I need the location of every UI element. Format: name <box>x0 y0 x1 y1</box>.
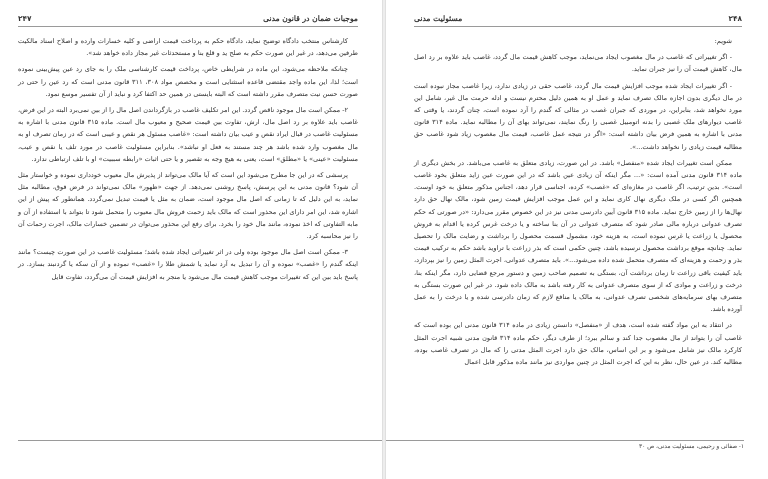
left-paragraph-5: ۳- ممکن است اصل مال موجود بوده ولی در اثر تغییراتی ایجاد شده باشد؛ مسئولیت غاصب در این صورت چیست؟ مانند اینکه گندم را «غصب» نموده و آن را تبدیل به آرد نماید یا شمش طلا را «غصب» نموده و از آن سکه یا گردنبند بسازد. در پاسخ باید بین این که تغییرات موجب کاهش قیمت مال می‌شود یا منجر به افزایش قیمت آن می‌گردد، تفاوت قایل <box>18 248 358 281</box>
left-paragraph-4: پرسشی که در این جا مطرح می‌شود این است که آیا مالک می‌تواند از پذیرش مال معیوب خودداری نموده و خواستار مثل آن شود؟ قانون مدنی به این پرسش، پاسخ روشنی نمی‌دهد. از جهت «ظهور» مالک نمی‌تواند در فرض فوق، مطالبه مثل نماید، به این دلیل که تا زمانی که اصل مال موجود است، ضمان به مثل یا قیمت تبدیل نمی‌گردد. همانطور که پیش از این اشاره شد، این امر دارای این محذور است که مالک باید زحمت فروش مال معیوب را متحمل شود تا بتواند با استفاده از آن و مابه التفاوتی که اخذ نموده، مانند مال خود را بخرد. برای رفع این محذور می‌توان در تضمین خسارات مالک، اجرت زحمات آن را نیز محاسبه کرد. <box>18 171 358 241</box>
right-page-header <box>414 14 742 27</box>
right-page-number: ۲۴۸ <box>728 14 742 23</box>
right-page <box>386 0 768 479</box>
right-header-title: مسئولیت مدنی <box>414 14 463 23</box>
left-page <box>0 0 382 479</box>
left-page-header <box>18 14 358 27</box>
left-paragraph-1: کارشناس منتخب دادگاه توضیح نماید، دادگاه حکم به پرداخت قیمت اراضی و کلیه خسارات وارده و اصلاح اسناد مالکیت طرفین می‌دهد، در غیر این صورت حکم به صلح ید و قلع بنا و مستحدثات غیر مجاز داده خواهد شد». <box>18 37 358 58</box>
right-paragraph-1: شویم: <box>714 37 732 45</box>
right-paragraph-5: در انتقاد به این مواد گفته شده است، هدف از «منفصل» دانستن زیادی در ماده ۳۱۴ قانون مدنی این بوده است که غاصب آن را بتواند از مال مغصوب جدا کند و سالم ببرد؛ از طرف دیگر، حکم ماده ۳۱۴ قانون مدنی شبیه اجرت المثل کارکرد مالک نیز شامل می‌شود و بر این اساس، مالک حق دارد اجرت المثل مدتی را که مال در تصرف غاصب بوده، مطالبه کند. در عین حال، نظر به این که اجرت المثل در چنین مواردی نیز مانند ماده مذکور قابل اعمال <box>414 321 742 367</box>
left-page-number: ۲۴۷ <box>18 14 32 23</box>
right-paragraph-4: ممکن است تغییرات ایجاد شده «منفصل» باشد. در این صورت، زیادی متعلق به غاصب می‌باشد. در بخش دیگری از ماده ۳۱۴ قانون مدنی آمده است: «... مگر اینکه آن زیادی عین باشد که در این صورت عین زاید متعلق بخود غاصب است». بدین ترتیب، اگر غاصب در مغازه‌ای که «غصب» کرده، اجناسی قرار دهد، اجناس مذکور متعلق به خود اوست. همچنین اگر کسی در ملک دیگری نهال کاری نماید و این عمل موجب افزایش قیمت زمین شود، مالک نهال حق دارد نهال‌ها را از زمین خارج نماید. ماده ۳۱۵ قانون آیین دادرسی مدنی نیز در این خصوص مقرر می‌دارد: «در صورتی که حکم تصرف عدوانی درباره مالی صادر شود که متصرف عدوانی در آن بنا ساخته و یا درخت غرس کرده یا اقدام به فروش محصول یا زراعت یا غرس نموده است، به هزینه خود، مشمول قسمت محصول را برداشت و رضایت مالک را تحصیل نماید. چنانچه موقع برداشت محصول نرسیده باشد، چنین حکمی است که بذر زراعت با تراوید باشد حکم به ترکیب قیمت بذر و زحمت و هزینه‌ای که متصرف متحمل شده داده می‌شود...». باید متصرف عدوانی، اجرت المثل زمین را نیز بپردازد، باید کیفیت باقی زراعت تا زمان برداشت آن، بستگی به تصمیم صاحب زمین و دستور مرجع قضایی دارد، مگر اینکه بنا، درخت و زراعت و موادی که از سوی متصرف عدوانی به کار رفته باشد به مالک داده شود. در غیر این صورت بستگی به متصرف بهای سرمایه‌های شخصی تصرف عدوانی، به مالک یا منافع لازم که زمان دادرسی شده و یا درخت را به عمل آورده باشد. <box>414 158 743 314</box>
right-paragraph-3: - اگر تغییرات ایجاد شده موجب افزایش قیمت مال گردد، غاصب حقی در زیادی ندارد، زیرا غاصب مجاز نبوده است در مال دیگری بدون اجازه مالک تصرف نماید و عمل او به همین دلیل محترم نیست و ادله حرمت مال غیر، شامل این مورد نخواهد شد، بنابراین، در موردی که جبران غصب در مثالی که گندم را آرد نموده است، چنان گردند، یا وقتی که غاصب دیوارهای ملک غصبی را بدنه اتومبیل غصبی را رنگ نمایند، نمی‌تواند بهای آن را مطالبه نماید. ماده ۳۱۴ قانون مدنی با اشاره به همین فرض بیان داشته است: «اگر در نتیجه عمل غاصب، قیمت مال مغصوب زیاد شود غاصب حق مطالبه قیمت زیادی را نخواهد داشت...». <box>414 81 743 151</box>
footnote-text: ۱- صفائی و رحیمی، مسئولیت مدنی، ص ۳۰ <box>639 444 744 450</box>
left-header-title: موجبات ضمان در قانون مدنی <box>263 14 358 23</box>
right-paragraph-2: - اگر تغییراتی که غاصب در مال مغصوب ایجاد می‌نماید، موجب کاهش قیمت مال گردد، غاصب باید علاوه بر رد اصل مال، کاهش قیمت آن را نیز جبران نماید. <box>414 53 742 74</box>
left-page-body <box>18 35 358 283</box>
left-paragraph-2: چنانکه ملاحظه می‌شود، این ماده در شرایطی خاص، پرداخت قیمت کارشناسی ملک را به جای رد عین پیش‌بینی نموده است؛ لذا، این ماده واجد مقتضی قاعده استثنایی است و مخصص مواد ۳۰۸، ۳۱۱ قانون مدنی است که رد عین را حتی در صورت حسن نیت متصرف مقرر داشته است که البته بایستی در همین حد اکتفا کرد و نباید از آن تفسیر موسع نمود. <box>18 65 358 98</box>
right-page-body <box>414 35 742 368</box>
left-paragraph-3: ۲- ممکن است مال موجود ناقص گردد. این امر تکلیف غاصب در بازگرداندن اصل مال را از بین نمی‌برد البته در این فرض، غاصب باید علاوه بر رد اصل مال، ارش، تفاوت بین قیمت صحیح و معیوب مال است. ماده ۳۱۵ قانون مدنی با اشاره به مسئولیت غاصب در قبال ایراد نقص و عیب بیان داشته است: «غاصب مسئول هر نقص و عیبی است که در زمان تصرف او به مال مغصوب وارد شده باشد هر چند مستند به فعل او نباشد». بنابراین مسئولیت غاصب در مورد تلف یا نقص و عیب، مسئولیت «عینی» یا «مطلق» است، یعنی به هیچ وجه به تقصیر و یا حتی اثبات «رابطه سببیت» او با تلف ارتباطی ندارد. <box>18 106 358 163</box>
